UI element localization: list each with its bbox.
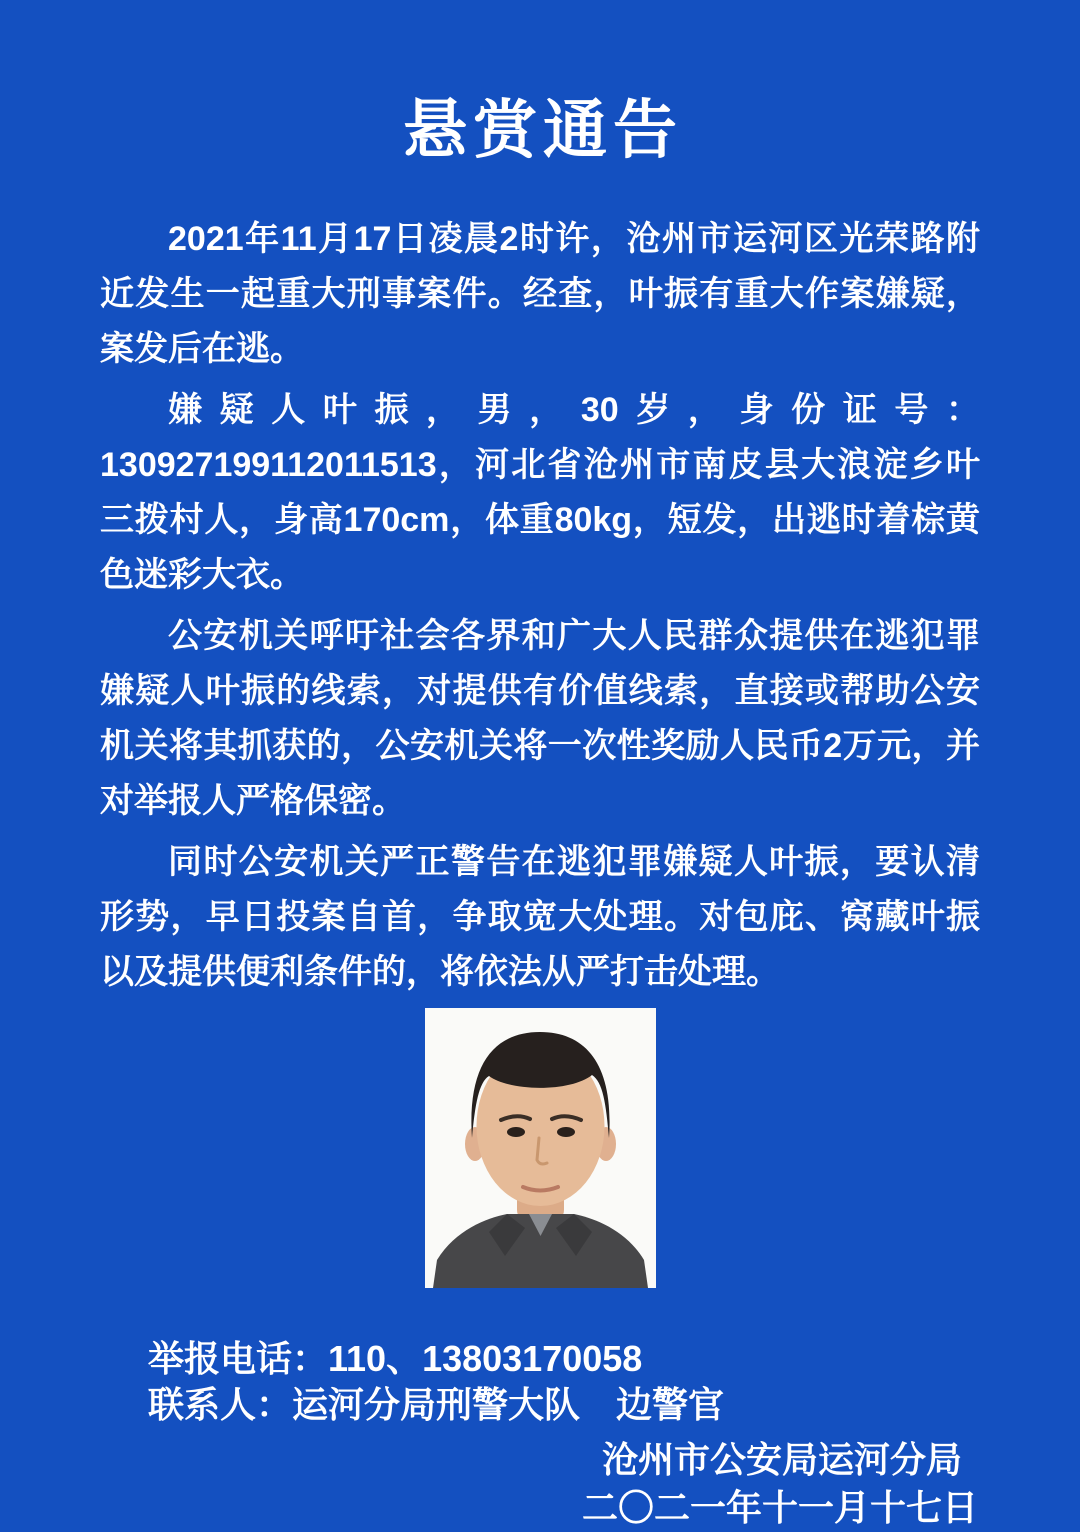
- suspect-portrait-illustration: [425, 1008, 656, 1288]
- notice-paragraph-suspect-description: 嫌疑人叶振，男，30岁，身份证号：130927199112011513，河北省沧州市南皮县大浪淀乡叶三拨村人，身高170cm，体重80kg，短发，出逃时着棕黄色迷彩大衣。: [100, 391, 980, 594]
- signature-block: [0, 1436, 1080, 1532]
- report-phone-line: 举报电话：110、13803170058: [148, 1338, 643, 1379]
- issue-date: 二〇二一年十一月十七日: [581, 1487, 978, 1528]
- issuing-agency: 沧州市公安局运河分局: [601, 1439, 962, 1480]
- notice-paragraph-incident: 2021年11月17日凌晨2时许，沧州市运河区光荣路附近发生一起重大刑事案件。经查，叶振有重大作案嫌疑，案发后在逃。: [100, 220, 980, 368]
- contact-person-line: 联系人：运河分局刑警大队 边警官: [148, 1384, 725, 1425]
- notice-body: [100, 212, 980, 1000]
- contact-info: [0, 1336, 1080, 1428]
- notice-paragraph-reward: 公安机关呼吁社会各界和广大人民群众提供在逃犯罪嫌疑人叶振的线索，对提供有价值线索，直接或帮助公安机关将其抓获的，公安机关将一次性奖励人民币2万元，并对举报人严格保密。: [100, 617, 980, 820]
- notice-title: 悬赏通告: [403, 94, 683, 166]
- notice-paragraph-warning: 同时公安机关严正警告在逃犯罪嫌疑人叶振，要认清形势，早日投案自首，争取宽大处理。对包庇、窝藏叶振以及提供便利条件的，将依法从严打击处理。: [100, 843, 980, 991]
- suspect-photo: [425, 1008, 656, 1288]
